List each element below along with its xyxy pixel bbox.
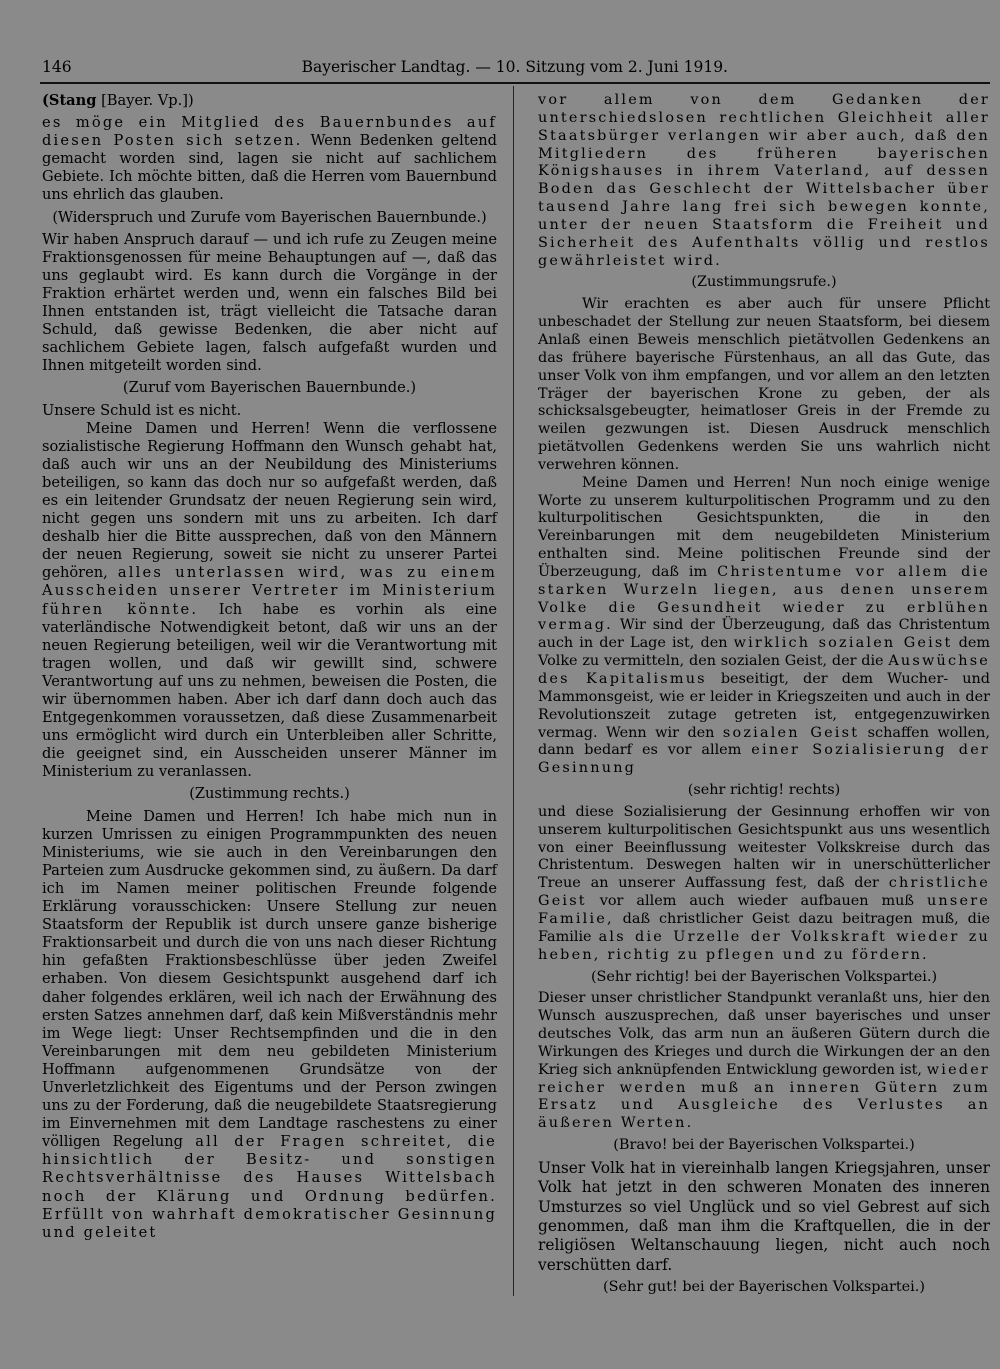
right-column: [538, 92, 990, 1297]
paragraph: [42, 114, 497, 204]
spaced-emphasis: es möge ein Mitglied des Bauernbundes auf diesen Posten sich setzen.: [42, 114, 497, 150]
spaced-emphasis: als die Urzelle der Volkskraft wieder zu heben, richtig zu pflegen und zu fördern.: [538, 928, 990, 963]
paragraph: Unsere Schuld ist es nicht.: [42, 401, 242, 419]
paragraph: Wir erachten es aber auch für unsere Pflicht unbeschadet der Stellung zur neuen Staatsform, bei diesem Anlaß einen Beweis menschlich pietätvollen Gedenkens an das frühere bayerische Fürstenhaus, an all das Gute, das unser Volk von ihm empfangen, und vor allem an den letzten Träger der bayerischen Krone zu geben, der als schicksalsgebeugter, heimatloser Greis in der Fremde zu weilen gezwungen ist. Diesen Ausdruck menschlich pietätvollen Gedenkens werden Sie uns wahrlich nicht verwehren können.: [538, 296, 990, 473]
spaced-emphasis: einer Sozialisierung der Gesinnung: [538, 742, 990, 777]
spaced-emphasis: Christentume vor allem die starken Wurzeln liegen, aus denen unserem Volke die Gesundheit wieder zu erblühen vermag.: [538, 563, 990, 634]
paragraph-text: vor allem auch wieder aufbauen muß: [586, 893, 927, 910]
page-number: 146: [42, 58, 72, 76]
spaced-emphasis: unsere Familie,: [538, 893, 990, 927]
spaced-emphasis: wieder reicher werden muß an inneren Gütern zum Ersatz und Ausgleiche des Verlustes an äußeren Werten.: [538, 1061, 990, 1132]
spaced-emphasis: sozialen Geist: [722, 724, 860, 741]
paragraph-text: schaffen wollen, dann bedarf es vor allem: [538, 724, 990, 759]
paragraph: [42, 420, 497, 782]
paragraph-text: Wir sind der Überzeugung, daß das Christentum auch in der Lage ist, den: [538, 617, 990, 652]
paragraph: Unser Volk hat in viereinhalb langen Kriegsjahren, unser Volk hat jetzt in den schweren Monaten des inneren Umsturzes so viel Unglück und so viel Gebrest auf sich genommen, daß man ihm die Kraftquellen, die in der religiösen Weltanschauung liegen, nicht auch noch verschütten darf.: [538, 1158, 990, 1274]
interjection: (Zustimmung rechts.): [189, 785, 350, 803]
paragraph-text: beseitigt, der dem Wucher- und Mammonsgeist, wie er leider in Kriegszeiten und auch in der Revolutionszeit zutage getreten ist, entgegenzuwirken vermag. Wenn wir den: [538, 671, 990, 741]
paragraph-text: Wenn Bedenken geltend gemacht worden sind, lagen sie nicht auf sachlichem Gebiete. Ich möchte bitten, daß die Herren vom Bauernbund uns ehrlich das glauben.: [42, 132, 498, 204]
interjection: (Bravo! bei der Bayerischen Volkspartei.): [613, 1137, 915, 1154]
paragraph-text: Meine Damen und Herren! Wenn die verflossene sozialistische Regierung Hoffmann den Wunsch gehabt hat, daß auch wir uns an der Neubildung des Ministeriums beteiligen, so kann das doch nur so aufgefaßt werden, daß es ein leitender Grundsatz der neuen Regierung sein wird, nicht gegen uns sondern mit uns zu arbeiten. Ich darf deshalb hier die Bitte aussprechen, daß von den Männern der neuen Regierung, soweit sie nicht zu unserer Partei gehören,: [42, 419, 497, 582]
interjection: (Zustimmungsrufe.): [691, 274, 837, 291]
page-header: [40, 58, 990, 80]
interjection: (Sehr richtig! bei der Bayerischen Volkspartei.): [590, 968, 938, 985]
paragraph-text: und diese Sozialisierung der Gesinnung erhoffen wir von unserem kulturpolitischen Gesichtspunkt aus uns wesentlich von einer Beeinflussung weitester Volkskreise durch das Christentum. Deswegen halten wir in unerschütterlicher Treue an unserer Auffassung fest, daß der: [538, 803, 990, 892]
speaker-line: [42, 92, 497, 110]
spaced-emphasis: vor allem von dem Gedanken der unterschiedslosen rechtlichen Gleichheit aller Staatsbürger verlangen wir aber auch, daß den Mitgliedern des früheren bayerischen Königshauses in ihrem Vaterland, auf dessen Boden das Geschlecht der Wittelsbacher über tausend Jahre lang frei sich bewegen konnte, unter der neuen Staatsform die Freiheit und Sicherheit des Aufenthalts völlig und restlos gewährleistet wird.: [538, 92, 990, 269]
paragraph: Wir haben Anspruch darauf — und ich rufe zu Zeugen meine Fraktionsgenossen für meine Behauptungen auf —, daß das uns geglaubt wird. Es kann durch die Vorgänge in der Fraktion erhärtet werden und, wenn ein falsches Bild bei Ihnen entstanden ist, trägt vielleicht die Tatsache daran Schuld, daß gewisse Bedenken, die aber nicht auf sachlichem Gebiete lagen, falsch aufgefaßt wurden und Ihnen mitgeteilt worden sind.: [42, 230, 497, 375]
paragraph: [538, 804, 990, 965]
paragraph: [538, 92, 990, 270]
spaced-emphasis: all der Fragen schreitet, die hinsichtlich der Besitz- und sonstigen Rechtsverhältnisse des Hauses Wittelsbach noch der Klärung und Ordnung bedürfen. Erfüllt von wahrhaft demokratischer Gesinnung und geleitet: [42, 1133, 497, 1241]
paragraph-text: Meine Damen und Herren! Ich habe mich nun in kurzen Umrissen zu einigen Programmpunkten des neuen Ministeriums, wie sie auch in den Vereinbarungen den Parteien zum Ausdrucke gekommen sind, zu äußern. Da darf ich im Namen meiner politischen Freunde folgende Erklärung vorausschicken: Unsere Stellung zur neuen Staatsform der Republik ist durch unsere ganze bisherige Fraktionsarbeit und durch die von uns nach dieser Richtung hin gefaßten Fraktionsbeschlüsse über jeden Zweifel erhaben. Von diesem Gesichtspunkt ausgehend darf ich daher folgendes erklären, weil ich nach der Erwähnung des ersten Satzes annehmen darf, daß kein Mißverständnis mehr im Wege liegt: Unser Rechtsempfinden und die in den Vereinbarungen mit dem neu gebildeten Ministerium Hoffmann aufgenommenen Grundsätze von der Unverletzlichkeit des Eigentums und der Person zwingen uns zu der Forderung, daß die neugebildete Staatsregierung im Einvernehmen mit dem Landtage raschestens zu einer völligen Regelung: [42, 807, 497, 1151]
left-column: [42, 92, 497, 1242]
interjection: (Sehr gut! bei der Bayerischen Volkspartei.): [603, 1279, 925, 1295]
paragraph-text: Dieser unser christlicher Standpunkt veranlaßt uns, hier den Wunsch auszusprechen, daß unser bayerisches und unser deutsches Volk, das arm nun an äußeren Gütern durch die Wirkungen des Krieges und durch die Wirkungen der an den Krieg sich anknüpfenden Entwicklung geworden ist,: [538, 990, 990, 1078]
paragraph: [538, 475, 990, 778]
running-title: Bayerischer Landtag. — 10. Sitzung vom 2. Juni 1919.: [301, 58, 728, 76]
paragraph-text: Meine Damen und Herren! Nun noch einige wenige Worte zu unserem kulturpolitischen Programm und zu den kulturpolitischen Gesichtspunkten, die in den Vereinbarungen mit dem neugebildeten Ministerium enthalten sind. Meine politischen Freunde sind der Überzeugung, daß im: [538, 474, 990, 580]
speaker-party: [Bayer. Vp.]): [96, 92, 194, 109]
paragraph: [538, 990, 990, 1133]
interjection: (Widerspruch und Zurufe vom Bayerischen Bauernbunde.): [52, 208, 487, 226]
spaced-emphasis: Auswüchse des Kapitalismus: [538, 653, 990, 687]
paragraph-text: dem Volke zu vermitteln, den sozialen Geist, der die: [538, 635, 990, 670]
header-rule: [40, 82, 990, 84]
column-divider: [513, 86, 514, 1296]
speaker-name: (Stang: [42, 92, 97, 109]
spaced-emphasis: alles unterlassen wird, was zu einem Ausscheiden unserer Vertreter im Ministerium führen könnte.: [42, 564, 497, 618]
spaced-emphasis: wirklich sozialen Geist: [733, 635, 953, 652]
interjection: (Zuruf vom Bayerischen Bauernbunde.): [122, 379, 417, 397]
paragraph-text: daß christlicher Geist dazu beitragen muß, die Familie: [538, 910, 990, 945]
spaced-emphasis: christliche Geist: [538, 875, 990, 910]
paragraph-text: Ich habe es vorhin als eine vaterländische Notwendigkeit betont, daß wir uns an der neuen Regierung beteiligen, weil wir die Verantwortung mit tragen wollen, und daß wir gewillt sind, schwere Verantwortung auf uns zu nehmen, beweisen die Posten, die wir übernommen haben. Aber ich darf dann doch auch das Entgegenkommen voraussetzen, daß diese Zusammenarbeit uns ermöglicht wird durch ein Unterbleiben aller Schritte, die geeignet sind, ein Ausscheiden unserer Männer im Ministerium zu veranlassen.: [42, 600, 498, 781]
interjection: (sehr richtig! rechts): [687, 782, 841, 799]
paragraph: [42, 808, 497, 1242]
